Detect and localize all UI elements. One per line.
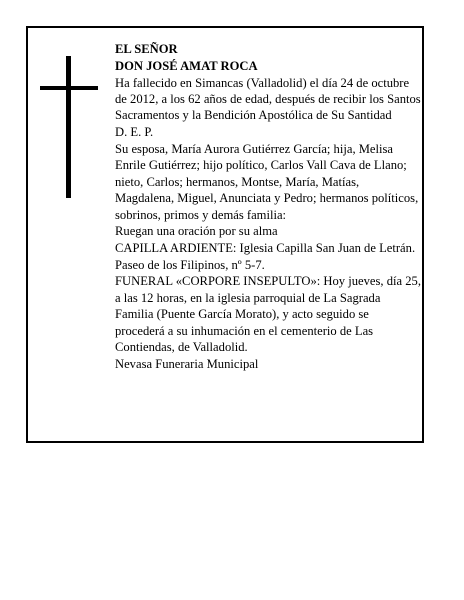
cross-icon: [40, 56, 98, 198]
funeral-service-info: FUNERAL «CORPORE INSEPULTO»: Hoy jueves, día 25, a las 12 horas, en la iglesia parroquial de La Sagrada Familia (Puente García Morato), y acto seguido se procederá a su inhumación en el cementerio de Las Contiendas, de Valladolid.: [115, 274, 421, 355]
deceased-name: DON JOSÉ AMAT ROCA: [115, 58, 258, 73]
obituary-text: [115, 41, 421, 373]
deceased-honorific: EL SEÑOR: [115, 42, 178, 56]
obituary-notice: [26, 26, 424, 443]
prayer-request: Ruegan una oración por su alma: [115, 224, 278, 239]
death-announcement: Ha fallecido en Simancas (Valladolid) el día 24 de octubre de 2012, a los 62 años de edad, después de recibir los Santos Sacramentos y la Bendición Apostólica de Su Santidad: [115, 75, 421, 123]
funeral-chapel-info: CAPILLA ARDIENTE: Iglesia Capilla San Juan de Letrán. Paseo de los Filipinos, nº 5-7.: [115, 241, 416, 272]
family-list: Su esposa, María Aurora Gutiérrez García; hija, Melisa Enrile Gutiérrez; hijo político, Carlos Vall Cava de Llano; nieto, Carlos; hermanos, Montse, María, Matías, Magdalena, Miguel, Anunciata y Pedro; hermanos políticos, sobrinos, primos y demás familia:: [115, 142, 419, 222]
rip-line: D. E. P.: [115, 125, 154, 140]
funeral-home: Nevasa Funeraria Municipal: [115, 356, 259, 371]
